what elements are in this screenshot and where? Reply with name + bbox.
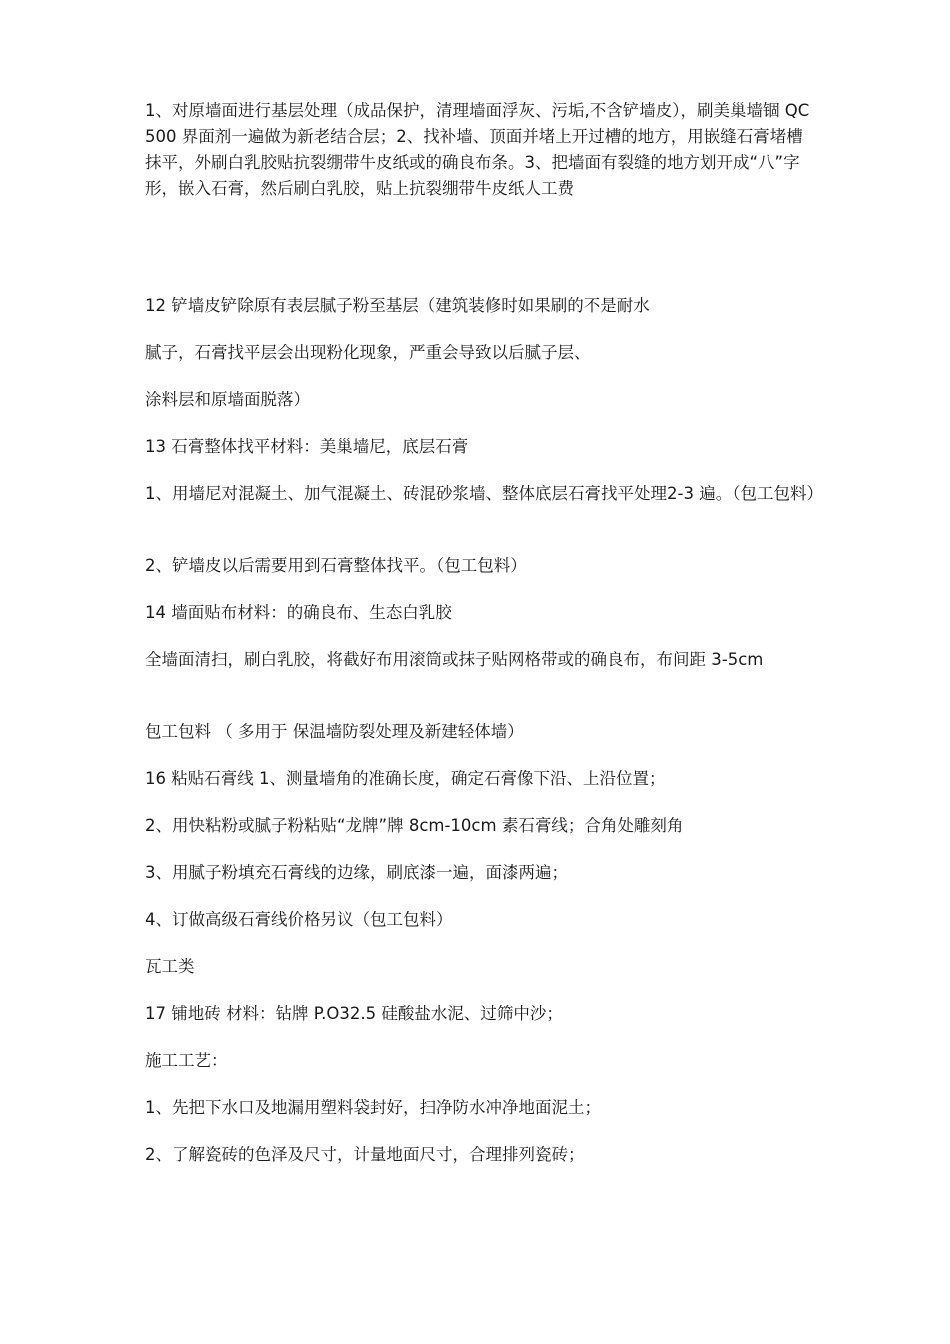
- paragraph-17-floor-tile: 17 铺地砖 材料：钻牌 P.O32.5 硅酸盐水泥、过筛中沙；: [145, 1004, 563, 1023]
- section-heading-tiling: 瓦工类: [145, 957, 195, 976]
- paragraph-16-gypsum-line: 16 粘贴石膏线 1、测量墙角的准确长度，确定石膏像下沿、上沿位置；: [145, 769, 666, 788]
- paragraph-12-scrape-wall: 12 铲墙皮铲除原有表层腻子粉至基层（建筑装修时如果刷的不是耐水: [145, 296, 650, 315]
- paragraph-14-wall-cloth: 14 墙面贴布材料：的确良布、生态白乳胶: [145, 603, 452, 622]
- paragraph-14-note: 包工包料 （ 多用于 保温墙防裂处理及新建轻体墙）: [145, 722, 524, 741]
- paragraph-13-step-2: 2、铲墙皮以后需要用到石膏整体找平。（包工包料）: [145, 556, 527, 575]
- paragraph-13-step-1: 1、用墙尼对混凝土、加气混凝土、砖混砂浆墙、整体底层石膏找平处理2-3 遍。（包工包料）: [145, 484, 823, 503]
- paragraph-16-step-3: 3、用腻子粉填充石膏线的边缘，刷底漆一遍，面漆两遍；: [145, 863, 568, 882]
- paragraph-wall-base-treatment: 1、对原墙面进行基层处理（成品保护，清理墙面浮灰、污垢,不含铲墙皮），刷美巢墙锢 QC500 界面剂一遍做为新老结合层；2、找补墙、顶面并堵上开过槽的地方，用嵌缝石膏堵槽抹平，外刷白乳胶贴抗裂绷带牛皮纸或的确良布条。3、把墙面有裂缝的地方划开成“八”字形，嵌入石膏，然后刷白乳胶，贴上抗裂绷带牛皮纸人工费: [145, 101, 810, 198]
- paragraph-17-step-1: 1、先把下水口及地漏用塑料袋封好，扫净防水冲净地面泥土；: [145, 1098, 601, 1117]
- paragraph-16-step-4: 4、订做高级石膏线价格另议（包工包料）: [145, 910, 453, 929]
- paragraph-construction-process: 施工工艺：: [145, 1051, 228, 1070]
- paragraph-17-step-2: 2、了解瓷砖的色泽及尺寸，计量地面尺寸，合理排列瓷砖；: [145, 1145, 585, 1164]
- paragraph-14-process: 全墙面清扫，刷白乳胶，将截好布用滚筒或抹子贴网格带或的确良布，布间距 3-5cm: [145, 650, 764, 669]
- paragraph-16-step-2: 2、用快粘粉或腻子粉粘贴“龙牌”牌 8cm-10cm 素石膏线；合角处雕刻角: [145, 816, 684, 835]
- paragraph-12-end: 涂料层和原墙面脱落）: [145, 390, 310, 409]
- paragraph-13-gypsum-leveling: 13 石膏整体找平材料：美巢墙尼，底层石膏: [145, 437, 469, 456]
- paragraph-12-continued: 腻子，石膏找平层会出现粉化现象，严重会导致以后腻子层、: [145, 343, 591, 362]
